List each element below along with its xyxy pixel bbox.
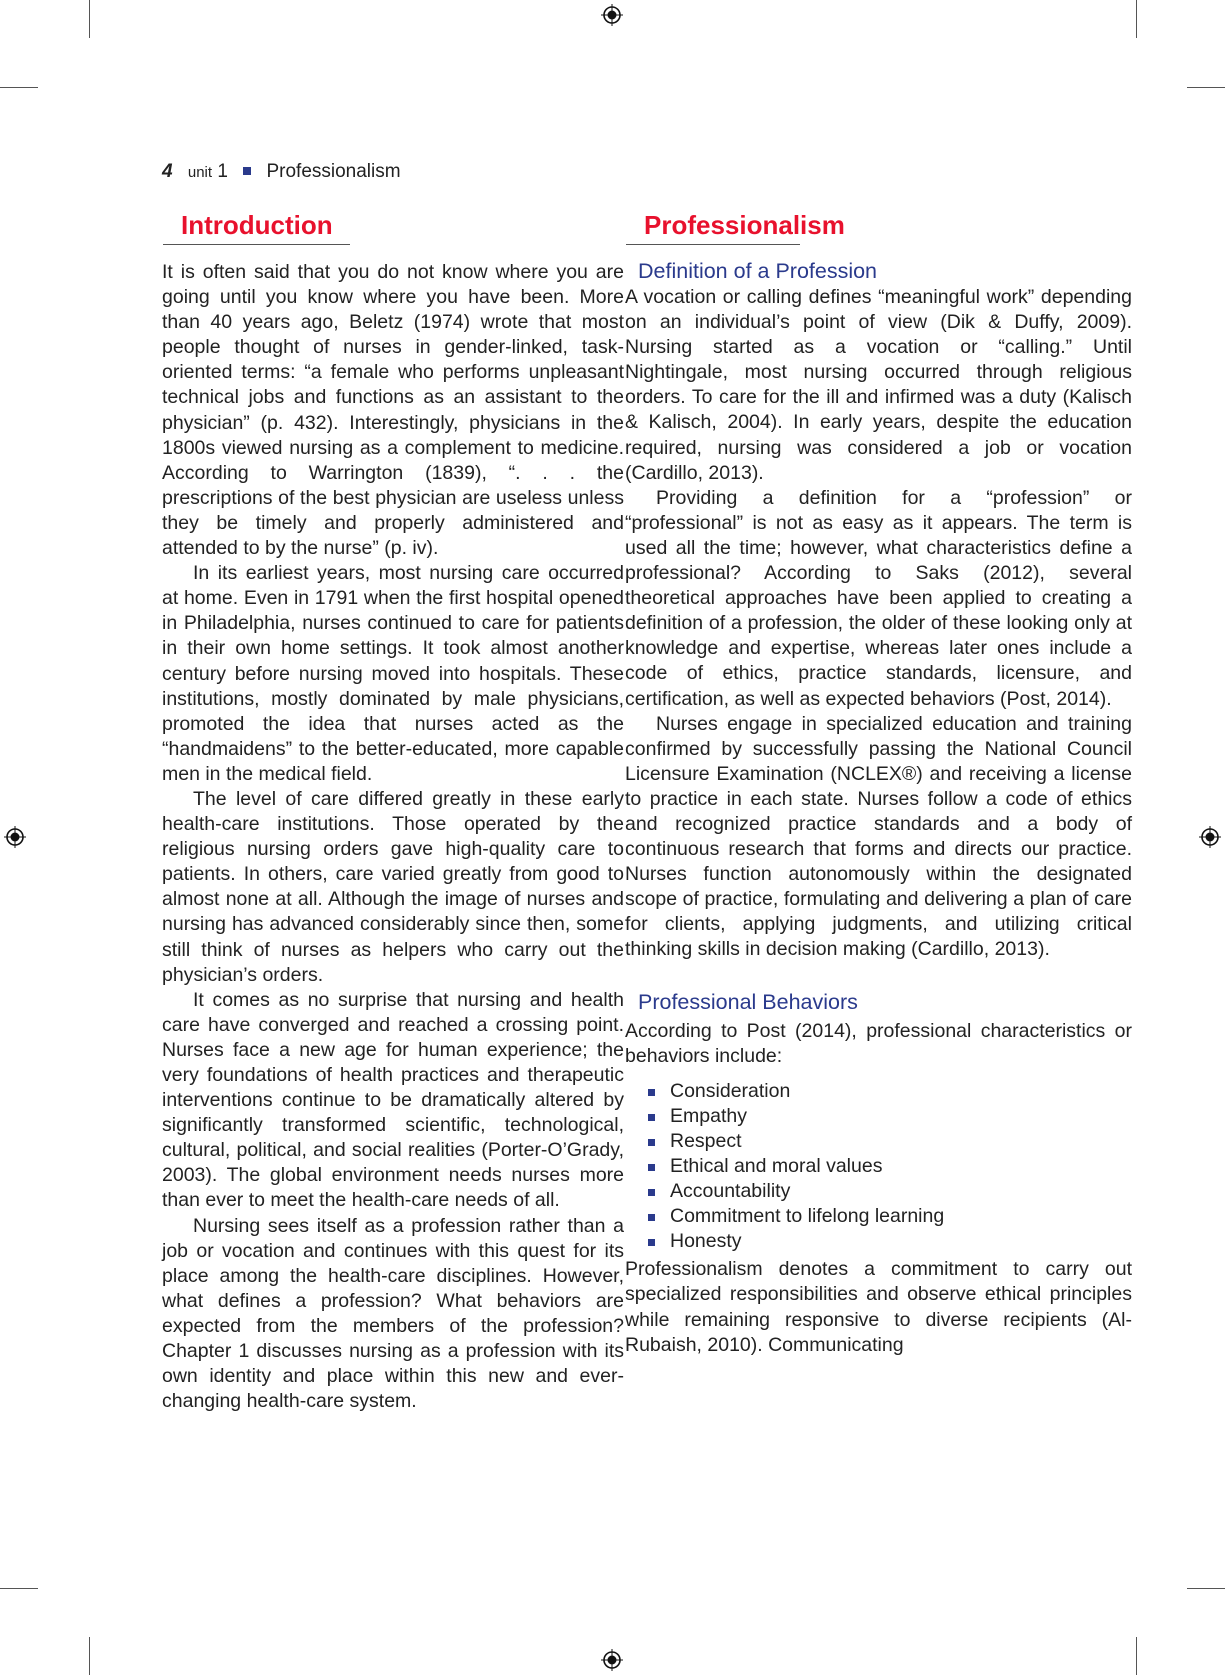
body-paragraph: Nursing sees itself as a profession rather than a job or vocation and continues with this quest for its place among the health-care disciplines. However, what defines a profession? What behaviors are expected from the members of the profession? Chapter 1 discusses nursing as a profession with its own identity and place within this new and ever-changing health-care system.	[162, 1214, 624, 1413]
list-item: Empathy	[648, 1104, 1132, 1129]
crop-mark	[0, 1588, 38, 1589]
body-paragraph: A vocation or calling defines “meaningful work” depending on an individual’s point of view (Dik & Duffy, 2009). Nursing started as a vocation or “calling.” Until Nightingale, most nursing occurred through religious orders. To care for the ill and infirmed was a duty (Kalisch & Kalisch, 2004). In early years, despite the education required, nursing was considered a job or vocation (Cardillo, 2013).	[625, 286, 1132, 484]
behaviors-list	[625, 1079, 1132, 1255]
registration-mark-icon	[4, 826, 26, 848]
crop-mark	[89, 0, 90, 38]
body-paragraph: Providing a definition for a “profession” or “professional” is not as easy as it appears. The term is used all the time; however, what characteristics define a professional? According to Saks (2012), several theoretical approaches have been applied to creating a definition of a profession, the older of these looking only at knowledge and expertise, whereas later ones include a code of ethics, practice standards, licensure, and certification, as well as expected behaviors (Post, 2014).	[625, 486, 1132, 710]
list-item: Respect	[648, 1129, 1132, 1154]
crop-mark	[1136, 0, 1137, 38]
crop-mark	[1136, 1637, 1137, 1675]
unit-number: 1	[217, 161, 228, 182]
crop-mark	[1187, 87, 1225, 88]
behaviors-subheading: Professional Behaviors	[638, 989, 858, 1014]
introduction-heading: Introduction	[181, 210, 333, 240]
unit-label: unit	[187, 164, 213, 181]
registration-mark-icon	[601, 1649, 623, 1671]
list-item: Accountability	[648, 1179, 1132, 1204]
heading-rule	[626, 244, 800, 245]
professionalism-heading: Professionalism	[644, 210, 845, 240]
list-item: Commitment to lifelong learning	[648, 1204, 1132, 1229]
right-column	[625, 259, 1132, 1358]
definition-subheading: Definition of a Profession	[638, 259, 878, 283]
body-paragraph: It comes as no surprise that nursing and health care have converged and reached a crossing point. Nurses face a new age for human experience; the very foundations of health practices and therapeutic interventions continue to be dramatically altered by significantly transformed scientific, technological, cultural, political, and social realities (Porter-O’Grady, 2003). The global environment needs nurses more than ever to meet the health-care needs of all.	[162, 988, 624, 1212]
running-header	[162, 161, 401, 183]
list-item: Honesty	[648, 1229, 1132, 1254]
crop-mark	[0, 87, 38, 88]
list-item: Ethical and moral values	[648, 1154, 1132, 1179]
page-number: 4	[162, 161, 173, 182]
heading-rule	[163, 244, 350, 245]
body-paragraph: In its earliest years, most nursing care occurred at home. Even in 1791 when the first hospital opened in Philadelphia, nurses continued to care for patients in their own home settings. It took almost another century before nursing moved into hospitals. These institutions, mostly dominated by male physicians, promoted the idea that nurses acted as the “handmaidens” to the better-educated, more capable men in the medical field.	[162, 562, 624, 785]
body-paragraph: According to Post (2014), professional characteristics or behaviors include:	[625, 1019, 1132, 1067]
crop-mark	[89, 1637, 90, 1675]
header-square-icon	[243, 167, 251, 175]
list-item: Consideration	[648, 1079, 1132, 1104]
registration-mark-icon	[601, 4, 623, 26]
body-paragraph: It is often said that you do not know where you are going until you know where you have been. More than 40 years ago, Beletz (1974) wrote that most people thought of nurses in gender-linked, task-oriented terms: “a female who performs unpleasant technical jobs and functions as an assistant to the physician” (p. 432). Interestingly, physicians in the 1800s viewed nursing as a complement to medicine. According to Warrington (1839), “. . . the prescriptions of the best physician are useless unless they be timely and properly administered and attended to by the nurse” (p. iv).	[162, 261, 624, 560]
body-paragraph: Nurses engage in specialized education and training confirmed by successfully passing the National Council Licensure Examination (NCLEX®) and receiving a license to practice in each state. Nurses follow a code of ethics and recognized practice standards and a body of continuous research that forms and directs our practice. Nurses function autonomously within the designated scope of practice, formulating and delivering a plan of care for clients, applying judgments, and utilizing critical thinking skills in decision making (Cardillo, 2013).	[625, 712, 1132, 961]
left-column	[162, 260, 624, 1414]
chapter-title: Professionalism	[266, 161, 401, 182]
body-paragraph: Professionalism denotes a commitment to carry out specialized responsibilities and observe ethical principles while remaining responsive to diverse recipients (Al-Rubaish, 2010). Communicating	[625, 1258, 1132, 1356]
registration-mark-icon	[1199, 826, 1221, 848]
body-paragraph: The level of care differed greatly in these early health-care institutions. Those operated by the religious nursing orders gave high-quality care to patients. In others, care varied greatly from good to almost none at all. Although the image of nurses and nursing has advanced considerably since then, some still think of nurses as helpers who carry out the physician’s orders.	[162, 787, 624, 986]
crop-mark	[1187, 1588, 1225, 1589]
